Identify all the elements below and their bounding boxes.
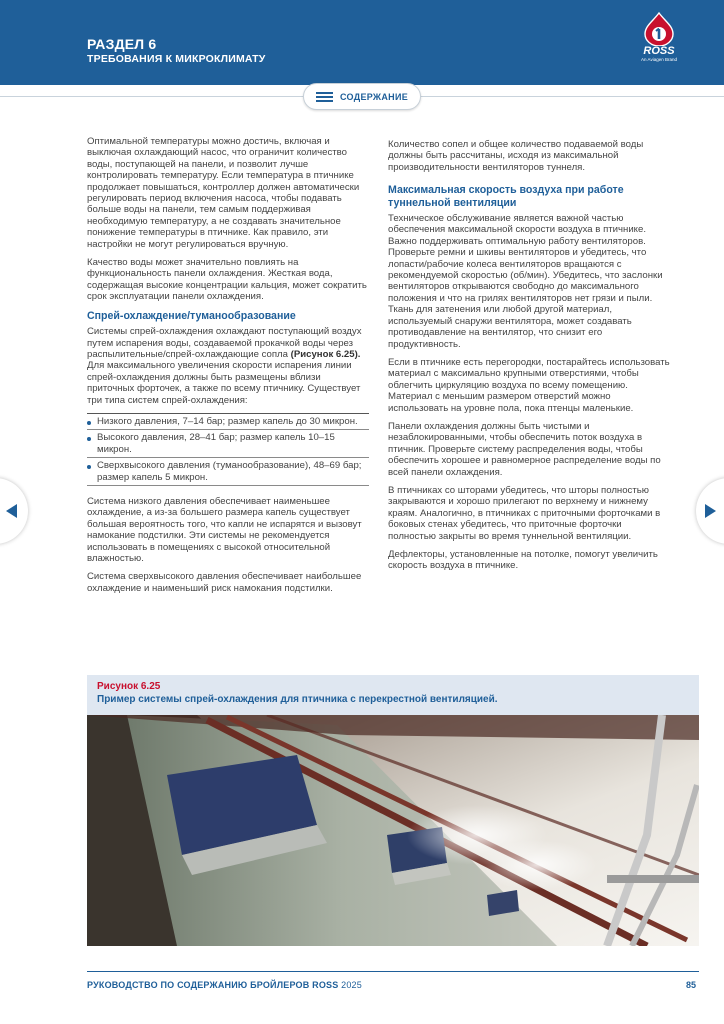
paragraph: Оптимальной температуры можно достичь, включая и выключая охлаждающий насос, что ограничит количество воды, поступающей на панели, и позволит лучше контролировать температуру. Если температура в птичнике продолжает повышаться, контроллер должен автоматически регулировать период включения насоса, чтобы подавать больше воды на панели, тем самым поддерживая необходимую температуру, а не создавать значительное понижение температуры в птичнике. Как правило, эти настройки не могут регулироваться вручную. [87,136,360,250]
paragraph: В птичниках со шторами убедитесь, что шторы полностью закрываются и хорошо прилегают по верхнему и нижнему краям. Аналогично, в птичниках с приточными форточками в боковых стенах убедитесь, что приточные форточки полностью закрыты во время туннельной вентиляции. [388,484,661,542]
contents-button[interactable] [303,83,421,110]
paragraph [87,326,369,406]
ross-logo[interactable] [626,12,692,74]
footer-divider [87,971,699,972]
contents-label: СОДЕРЖАНИЕ [339,91,409,102]
list-item: Высокого давления, 28–41 бар; размер капель 10–15 микрон. [87,430,369,458]
section-subtitle: ТРЕБОВАНИЯ К МИКРОКЛИМАТУ [87,53,266,65]
heading-air-speed: Максимальная скорость воздуха при работе туннельной вентиляции [388,184,624,209]
next-page-button[interactable] [696,478,724,544]
paragraph: Панели охлаждения должны быть чистыми и незаблокированными, чтобы обеспечить поток воздуха в птичник. Проверьте систему распределения воды, чтобы обеспечить хорошее и равномерное распределение воды по всей панели охлаждения. [388,420,661,478]
list-item: Сверхвысокого давления (туманообразование), 48–69 бар; размер капель 5 микрон. [87,458,369,486]
paragraph: Если в птичнике есть перегородки, постарайтесь использовать материал с максимально крупными отверстиями, чтобы облегчить циркуляцию воздуха по всему помещению. Материал с меньшим размером отверстий можно использовать на уровне пола, пока птенцы маленькие. [388,356,670,414]
menu-icon [316,92,333,102]
paragraph: Техническое обслуживание является важной частью обеспечения максимальной скорости воздуха в птичнике. Важно поддерживать оптимальную работу вентиляторов. Проверьте ремни и шкивы вентиляторов и убедитесь, что лопасти/рабочие колеса вентиляторов вращаются с рекомендуемой скоростью (об/мин). Убедитесь, что заслонки вентиляторов открываются свободно до максимального положения и что на грилях вентиляторов нет грязи и пыли. Ткань для затенения или любой другой материал, используемый снаружи вентилятора, может создавать противодавление на вентилятор, что снизит его продуктивность. [388,213,663,350]
footer-guide-name: РУКОВОДСТВО ПО СОДЕРЖАНИЮ БРОЙЛЕРОВ ROSS [87,980,339,990]
footer-title [87,980,362,990]
previous-page-button[interactable] [0,478,28,544]
paragraph: Система сверхвысокого давления обеспечивает наибольшее охлаждение и наименьший риск намокания подстилки. [87,571,362,594]
ross-drop-icon [639,12,679,46]
figure-number: Рисунок 6.25 [97,681,161,692]
page-number: 85 [685,980,696,990]
paragraph: Качество воды может значительно повлиять на функциональность панели охлаждения. Жесткая вода, содержащая высокие концентрации кальция, может сократить срок эксплуатации панели охлаждения. [87,257,367,303]
spray-cooling-house-image [87,715,699,946]
list-item: Низкого давления, 7–14 бар; размер капель до 30 микрон. [87,414,369,430]
section-header [0,0,724,85]
figure-title: Пример системы спрей-охлаждения для птичника с перекрестной вентиляцией. [97,694,498,705]
paragraph: Количество сопел и общее количество подаваемой воды должны быть рассчитаны, исходя из максимальной производительности вентиляторов туннеля. [388,139,644,173]
logo-name: ROSS [643,45,675,57]
spray-types-list [87,413,369,486]
figure-caption [87,675,699,715]
left-column [87,136,369,601]
footer-year: 2025 [341,980,362,990]
chevron-left-icon [6,504,18,518]
chevron-right-icon [704,504,716,518]
right-column [388,139,670,579]
figure-photo [87,715,699,946]
heading-spray-cooling: Спрей-охлаждение/туманообразование [87,309,296,322]
logo-tagline: An Aviagen Brand [641,57,677,62]
paragraph: Дефлекторы, установленные на потолке, помогут увеличить скорость воздуха в птичнике. [388,549,658,572]
paragraph: Система низкого давления обеспечивает наименьшее охлаждение, а из-за большего размера капель существует большая вероятность того, что капли не испарятся и вызовут намокание подстилки. Эти системы не рекомендуется использовать в помещениях с высокой относительной влажностью. [87,495,362,564]
figure-reference-link[interactable]: (Рисунок 6.25). [290,348,361,360]
section-number: РАЗДЕЛ 6 [87,36,157,52]
paragraph-text: Для максимального увеличения скорости испарения линии спрей-охлаждения должны быть размещены вблизи приточных форточек, а также по всему птичнику. Существует три типа систем спрей-охлаждения: [87,360,361,406]
paragraph-text: Системы спрей-охлаждения охлаждают поступающий воздух путем испарения воды, создаваемой прокачкой воды через распылительные/спрей-охлаждающие сопла [87,326,362,360]
